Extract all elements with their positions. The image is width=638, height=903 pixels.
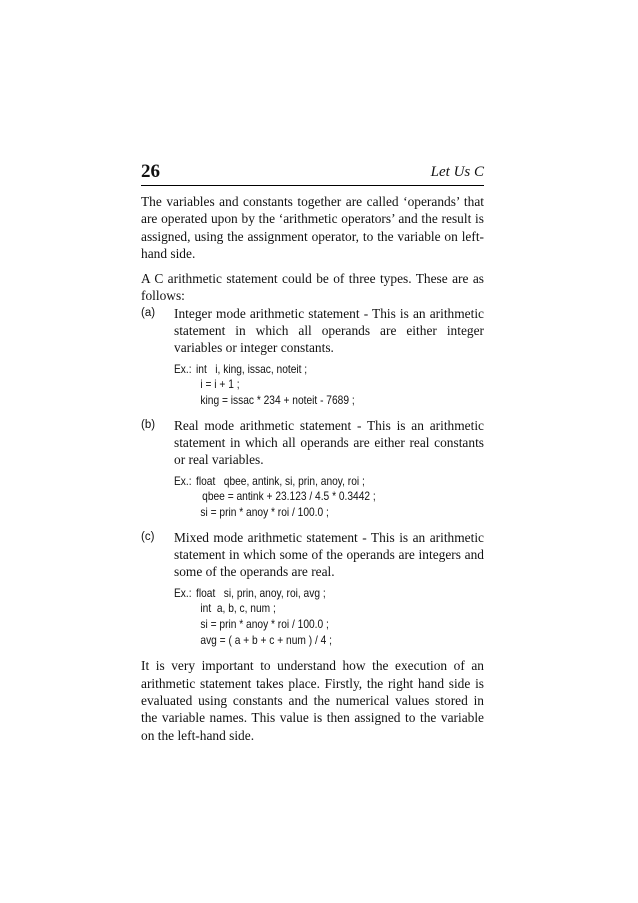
code-line: float si, prin, anoy, roi, avg ; xyxy=(196,586,326,600)
paragraph-operands: The variables and constants together are called ‘operands’ that are operated upon by the ‘arithmetic operators’ and the result is assigned, using the assignment operator, to the variable on left-hand side. xyxy=(141,194,484,261)
item-text: Real mode arithmetic statement - This is an arithmetic statement in which all operands are either real constants or real variables. xyxy=(174,417,484,468)
page-body xyxy=(141,193,484,752)
item-text: Integer mode arithmetic statement - This is an arithmetic statement in which all operands are either integer variables or integer constants. xyxy=(174,305,484,356)
code-line: float qbee, antink, si, prin, anoy, roi ; xyxy=(196,474,365,488)
item-label: (b) xyxy=(141,418,156,431)
example-label: Ex.: xyxy=(174,474,192,488)
code-line: si = prin * anoy * roi / 100.0 ; xyxy=(200,618,329,632)
running-title: Let Us C xyxy=(430,164,484,180)
paragraph-execution: It is very important to understand how the execution of an arithmetic statement takes place. Firstly, the right hand side is evaluated using constants and the numerical values stored in the variable names. This value is then assigned to the variable on the left-hand side. xyxy=(141,658,484,743)
item-label: (a) xyxy=(141,306,156,319)
example-label: Ex.: xyxy=(174,362,192,376)
page-header xyxy=(141,161,484,186)
code-line: int a, b, c, num ; xyxy=(200,602,276,616)
list-item-mixed-mode xyxy=(141,529,484,649)
code-line: king = issac * 234 + noteit - 7689 ; xyxy=(200,394,355,408)
code-line: i = i + 1 ; xyxy=(200,378,240,392)
code-line: avg = ( a + b + c + num ) / 4 ; xyxy=(200,633,332,647)
list-item-integer-mode xyxy=(141,305,484,409)
code-example xyxy=(174,362,447,409)
code-line: int i, king, issac, noteit ; xyxy=(196,362,308,376)
code-example xyxy=(174,474,447,521)
list-item-real-mode xyxy=(141,417,484,521)
code-example xyxy=(174,586,447,649)
code-line: qbee = antink + 23.123 / 4.5 * 0.3442 ; xyxy=(202,490,376,504)
example-label: Ex.: xyxy=(174,586,192,600)
code-line: si = prin * anoy * roi / 100.0 ; xyxy=(200,506,329,520)
paragraph-types-intro: A C arithmetic statement could be of three types. These are as follows: xyxy=(141,271,484,304)
item-label: (c) xyxy=(141,530,155,543)
page-number: 26 xyxy=(141,161,160,182)
item-text: Mixed mode arithmetic statement - This is an arithmetic statement in which some of the operands are integers and some of the operands are real. xyxy=(174,529,484,580)
